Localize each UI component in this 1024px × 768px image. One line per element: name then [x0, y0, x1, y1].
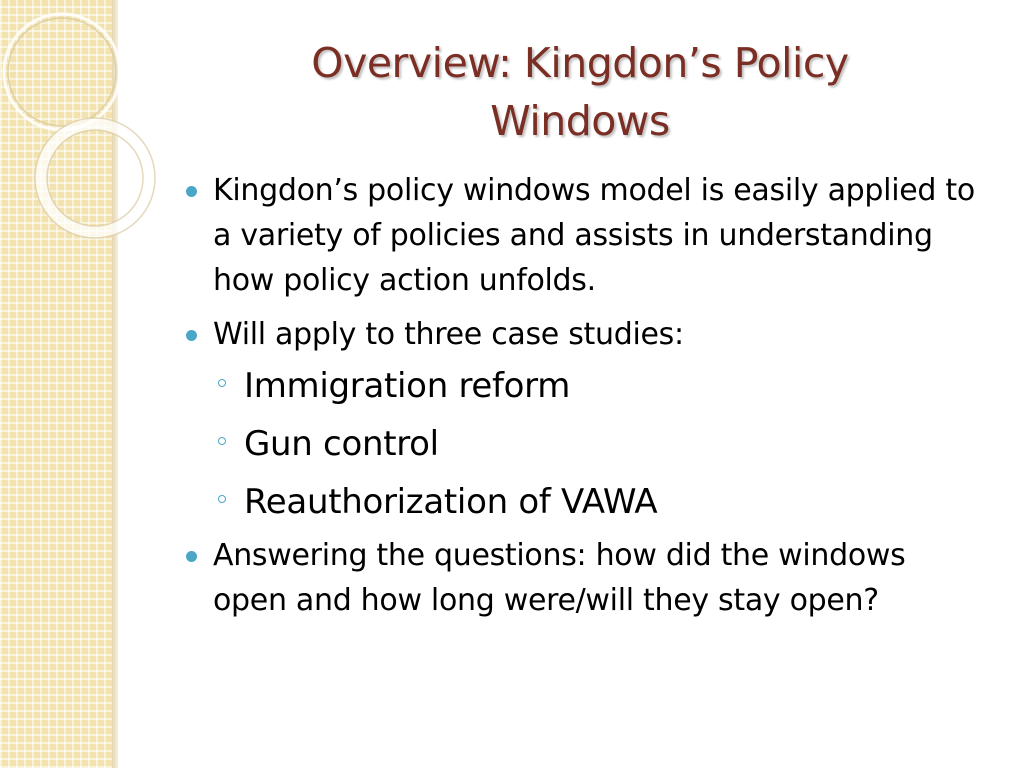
sub-bullet-item: [180, 357, 980, 415]
sub-bullet-ring-icon: [218, 495, 226, 503]
bullet-text: Kingdon’s policy windows model is easily applied to a variety of policies and assists in understanding how policy action unfolds.: [213, 173, 975, 298]
slide-title: Overview: Kingdon’s Policy Windows: [311, 39, 849, 145]
bullet-dot-icon: [186, 186, 197, 197]
decorative-rings: [0, 0, 200, 260]
sub-bullet-list: [180, 357, 980, 531]
sub-bullet-item: [180, 415, 980, 473]
sub-bullet-ring-icon: [218, 379, 226, 387]
bullet-dot-icon: [186, 330, 197, 341]
sub-bullet-text: Gun control: [244, 424, 439, 464]
bullet-text: Answering the questions: how did the windows open and how long were/will they stay open?: [213, 538, 906, 618]
sub-bullet-text: Immigration reform: [244, 366, 571, 406]
bullet-item: [180, 533, 980, 623]
sub-bullet-item: [180, 473, 980, 531]
bullet-text: Will apply to three case studies:: [213, 317, 684, 352]
slide-content: [180, 168, 980, 632]
sub-bullet-text: Reauthorization of VAWA: [244, 482, 658, 522]
bullet-dot-icon: [186, 551, 197, 562]
bullet-item: [180, 168, 980, 303]
bullet-item: [180, 312, 980, 357]
sub-bullet-ring-icon: [218, 437, 226, 445]
